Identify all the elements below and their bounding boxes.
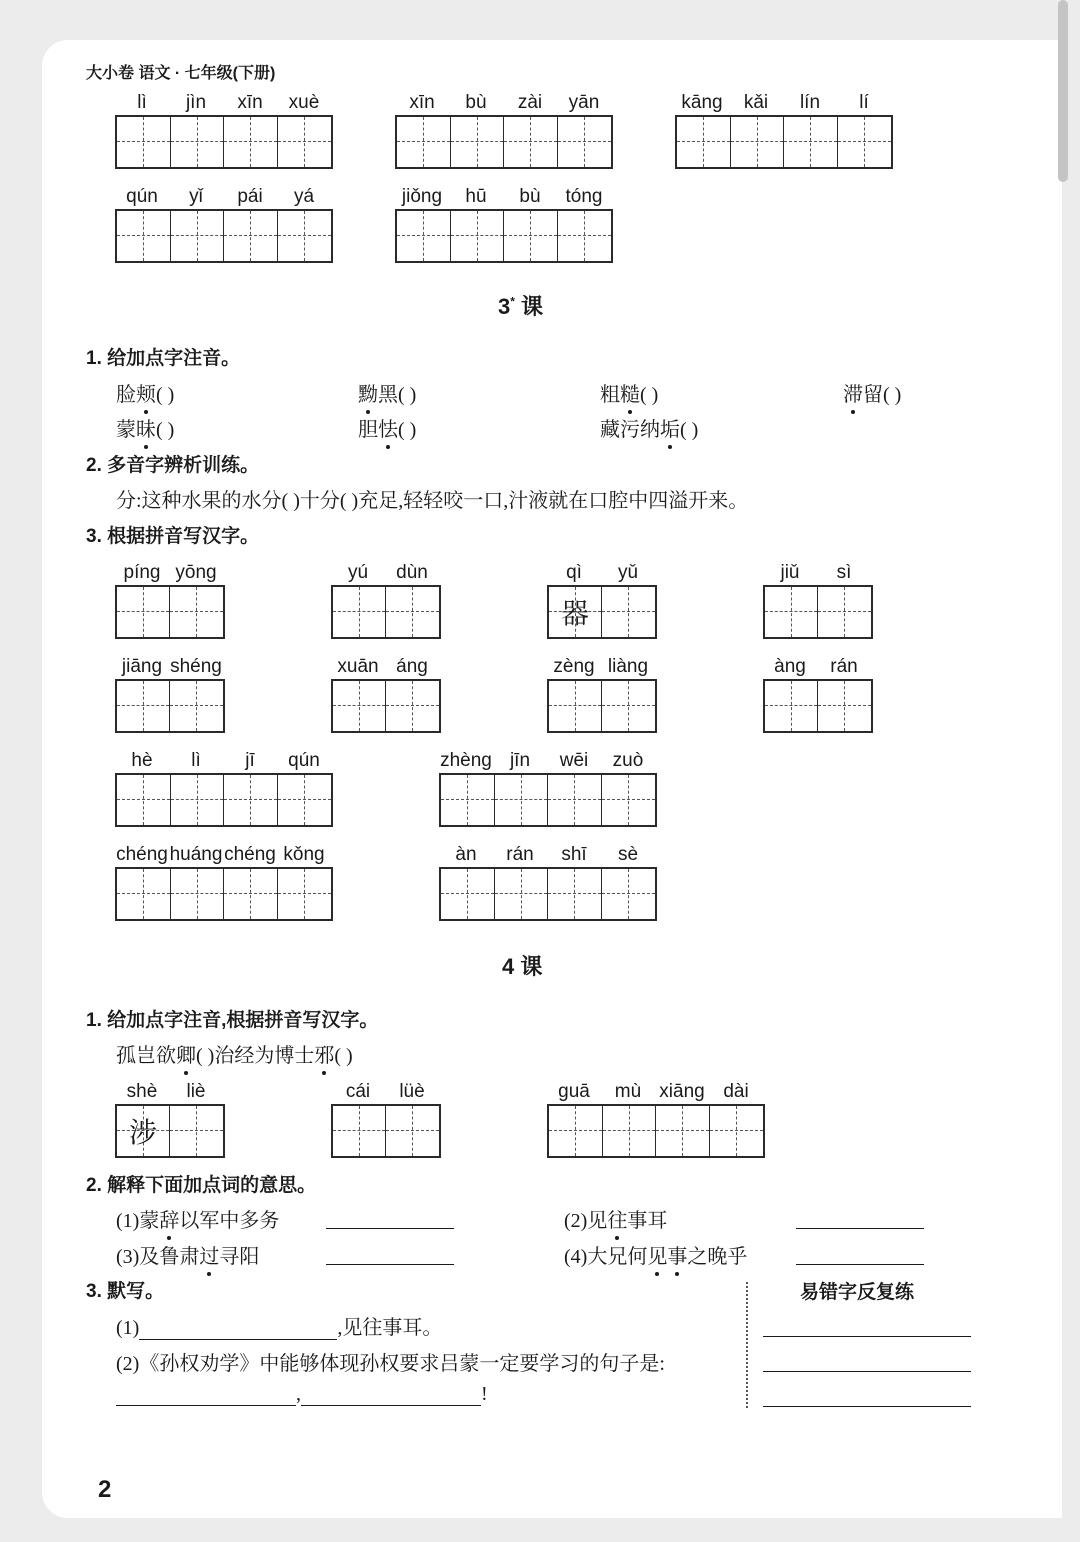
filled-character xyxy=(386,1106,439,1156)
pinyin-syllable: jìn xyxy=(185,92,207,113)
pinyin-syllable: zài xyxy=(517,92,543,113)
line-suffix: ,见往事耳。 xyxy=(337,1317,443,1339)
filled-character xyxy=(170,1106,223,1156)
pinyin-row xyxy=(331,1079,439,1103)
filled-character xyxy=(451,211,504,261)
writing-cell[interactable] xyxy=(558,117,612,167)
pinyin-row xyxy=(439,748,655,772)
pinyin-syllable: huáng xyxy=(169,844,223,865)
filled-character xyxy=(397,211,450,261)
pinyin-row xyxy=(115,184,331,208)
answer-blank[interactable] xyxy=(326,1228,454,1229)
writing-cell[interactable] xyxy=(818,587,871,637)
filled-character xyxy=(656,1106,709,1156)
writing-cell[interactable] xyxy=(278,117,332,167)
question-text: 解释下面加点词的意思。 xyxy=(107,1175,317,1196)
question-l4-q2 xyxy=(86,1170,316,1197)
word-meaning-item: (3)及鲁肃过寻阳 xyxy=(116,1240,259,1269)
filled-character xyxy=(504,211,557,261)
pinyin-syllable: áng xyxy=(396,656,428,677)
tianzige-grid xyxy=(547,585,657,639)
writing-cell[interactable] xyxy=(117,211,171,261)
scrollbar[interactable] xyxy=(1058,0,1068,182)
tianzige-grid xyxy=(115,115,333,169)
question-number: 1. xyxy=(86,1010,102,1031)
pinyin-syllable: bù xyxy=(519,186,541,207)
pinyin-syllable: jiǒng xyxy=(401,186,443,207)
writing-cell[interactable] xyxy=(224,211,278,261)
lesson-suffix: 课 xyxy=(520,954,543,979)
tianzige-grid xyxy=(763,679,873,733)
pinyin-syllable: kāng xyxy=(681,92,723,113)
pinyin-row xyxy=(115,560,223,584)
filled-character xyxy=(495,869,548,919)
pinyin-row xyxy=(395,184,611,208)
filled-character xyxy=(278,117,332,167)
dictation-line-3 xyxy=(116,1383,488,1406)
filled-character xyxy=(558,117,612,167)
tianzige-grid xyxy=(439,773,657,827)
pinyin-syllable: yǔ xyxy=(617,562,639,583)
pinyin-syllable: jīn xyxy=(509,750,531,771)
pinyin-syllable: zhèng xyxy=(440,750,492,771)
word-meaning-item: (1)蒙辞以军中多务 xyxy=(116,1204,279,1233)
writing-cell[interactable] xyxy=(224,117,278,167)
lesson-number: 4 xyxy=(502,954,515,979)
writing-cell[interactable] xyxy=(224,869,278,919)
practice-line[interactable] xyxy=(763,1406,971,1407)
filled-character xyxy=(818,587,871,637)
pinyin-row xyxy=(547,654,655,678)
separator: , xyxy=(296,1383,301,1405)
dictation-line-1 xyxy=(116,1311,442,1340)
pinyin-syllable: àn xyxy=(455,844,477,865)
writing-cell[interactable] xyxy=(171,211,225,261)
writing-cell[interactable] xyxy=(710,1106,764,1156)
word-meaning-item: (2)见往事耳 xyxy=(564,1204,667,1233)
writing-cell[interactable] xyxy=(117,775,171,825)
pinyin-syllable: xuè xyxy=(288,92,320,113)
filled-character xyxy=(548,775,601,825)
filled-character xyxy=(117,211,170,261)
pinyin-syllable: àng xyxy=(774,656,806,677)
writing-cell[interactable] xyxy=(731,117,785,167)
filled-character: 器 xyxy=(561,599,590,630)
filled-character xyxy=(603,1106,656,1156)
filled-character: 涉 xyxy=(129,1118,158,1149)
writing-cell[interactable] xyxy=(495,775,549,825)
writing-cell[interactable] xyxy=(677,117,731,167)
pinyin-syllable: yǐ xyxy=(189,186,203,207)
page-header: 大小卷 语文 · 七年级(下册) xyxy=(86,65,276,82)
polyphone-sentence[interactable]: 分:这种水果的水分( )十分( )充足,轻轻咬一口,汁液就在口腔中四溢开来。 xyxy=(116,490,749,512)
pinyin-syllable: liàng xyxy=(607,656,649,677)
pinyin-syllable: jī xyxy=(245,750,255,771)
filled-character xyxy=(224,211,277,261)
lesson-suffix: 课 xyxy=(521,294,544,319)
tianzige-grid xyxy=(331,585,441,639)
side-divider xyxy=(746,1282,748,1408)
pronunciation-item[interactable]: 粗糙( ) xyxy=(600,378,658,407)
pinyin-row xyxy=(331,654,439,678)
pinyin-row xyxy=(763,560,871,584)
tianzige-grid xyxy=(115,585,225,639)
pinyin-syllable: qì xyxy=(566,562,582,583)
filled-character xyxy=(765,681,817,731)
pinyin-syllable: chéng xyxy=(224,844,276,865)
writing-cell[interactable] xyxy=(602,681,655,731)
writing-cell[interactable] xyxy=(171,869,225,919)
answer-blank[interactable] xyxy=(116,1405,296,1406)
tianzige-grid xyxy=(115,1104,225,1158)
filled-character xyxy=(838,117,892,167)
pinyin-syllable: yōng xyxy=(175,562,217,583)
filled-character xyxy=(441,869,494,919)
filled-character xyxy=(441,775,494,825)
pinyin-syllable: tóng xyxy=(565,186,603,207)
writing-cell[interactable] xyxy=(784,117,838,167)
pronunciation-sentence[interactable]: 孤岂欲卿( )治经为博士邪( ) xyxy=(116,1039,353,1068)
tianzige-grid xyxy=(115,773,333,827)
tianzige-grid xyxy=(439,867,657,921)
writing-cell[interactable] xyxy=(278,211,332,261)
pinyin-syllable: shè xyxy=(126,1081,158,1102)
pinyin-row xyxy=(439,842,655,866)
question-l4-q1 xyxy=(86,1005,378,1032)
pinyin-row xyxy=(675,90,891,114)
filled-character xyxy=(171,775,224,825)
tianzige-grid xyxy=(547,1104,765,1158)
pinyin-row xyxy=(115,842,331,866)
pinyin-syllable: píng xyxy=(123,562,161,583)
filled-character xyxy=(170,681,223,731)
filled-character xyxy=(117,681,169,731)
writing-cell[interactable] xyxy=(171,117,225,167)
pinyin-row xyxy=(395,90,611,114)
pinyin-syllable: hū xyxy=(465,186,487,207)
writing-cell[interactable] xyxy=(549,1106,603,1156)
answer-blank[interactable] xyxy=(796,1264,924,1265)
writing-cell[interactable] xyxy=(495,869,549,919)
tianzige-grid xyxy=(115,209,333,263)
pinyin-row xyxy=(763,654,871,678)
pinyin-row xyxy=(115,90,331,114)
filled-character xyxy=(602,681,655,731)
writing-cell[interactable] xyxy=(170,587,223,637)
writing-cell[interactable] xyxy=(548,869,602,919)
writing-cell[interactable] xyxy=(548,775,602,825)
question-text: 默写。 xyxy=(107,1281,165,1302)
pinyin-syllable: rán xyxy=(830,656,858,677)
pinyin-syllable: zèng xyxy=(553,656,595,677)
pinyin-syllable: qún xyxy=(126,186,158,207)
question-number: 3. xyxy=(86,526,102,547)
filled-character xyxy=(117,869,170,919)
pinyin-syllable: bù xyxy=(465,92,487,113)
writing-cell[interactable] xyxy=(170,681,223,731)
question-l3-q3 xyxy=(86,521,259,548)
filled-character xyxy=(171,211,224,261)
writing-cell[interactable] xyxy=(451,117,505,167)
filled-character xyxy=(765,587,817,637)
writing-cell[interactable] xyxy=(397,117,451,167)
filled-character xyxy=(818,681,871,731)
writing-cell[interactable] xyxy=(333,681,386,731)
tianzige-grid xyxy=(115,679,225,733)
pronunciation-item[interactable]: 黝黑( ) xyxy=(358,378,416,407)
filled-character xyxy=(224,117,277,167)
lesson-3-title xyxy=(498,290,543,321)
writing-cell[interactable] xyxy=(224,775,278,825)
filled-character xyxy=(558,211,612,261)
filled-character xyxy=(333,587,385,637)
filled-character xyxy=(117,775,170,825)
pinyin-syllable: liè xyxy=(186,1081,206,1102)
tianzige-grid xyxy=(763,585,873,639)
writing-cell[interactable] xyxy=(558,211,612,261)
practice-line[interactable] xyxy=(763,1336,971,1337)
pinyin-row xyxy=(547,1079,763,1103)
filled-character xyxy=(171,869,224,919)
pinyin-row xyxy=(115,748,331,772)
filled-character xyxy=(171,117,224,167)
pinyin-syllable: cái xyxy=(345,1081,371,1102)
pinyin-syllable: xīn xyxy=(237,92,263,113)
pinyin-syllable: yá xyxy=(293,186,315,207)
pinyin-syllable: jiāng xyxy=(121,656,163,677)
pinyin-syllable: pái xyxy=(237,186,263,207)
filled-character xyxy=(278,211,332,261)
writing-cell[interactable] xyxy=(117,587,170,637)
tianzige-grid xyxy=(547,679,657,733)
practice-line[interactable] xyxy=(763,1371,971,1372)
filled-character xyxy=(397,117,450,167)
tianzige-grid xyxy=(115,867,333,921)
writing-cell[interactable] xyxy=(278,775,332,825)
writing-cell[interactable] xyxy=(602,869,656,919)
filled-character xyxy=(333,1106,385,1156)
pinyin-syllable: lì xyxy=(137,92,147,113)
pinyin-syllable: zuò xyxy=(612,750,644,771)
item-index: (1) xyxy=(116,1317,140,1339)
writing-cell[interactable] xyxy=(504,117,558,167)
question-text: 多音字辨析训练。 xyxy=(107,455,260,476)
question-number: 2. xyxy=(86,1175,102,1196)
pinyin-row xyxy=(115,654,223,678)
question-text: 根据拼音写汉字。 xyxy=(107,526,260,547)
filled-character xyxy=(784,117,837,167)
filled-character xyxy=(278,775,332,825)
pinyin-syllable: qún xyxy=(288,750,320,771)
question-l3-q2 xyxy=(86,450,259,477)
writing-cell[interactable] xyxy=(838,117,892,167)
writing-cell[interactable] xyxy=(171,775,225,825)
filled-character xyxy=(731,117,784,167)
pinyin-syllable: jiǔ xyxy=(780,562,800,583)
writing-cell[interactable] xyxy=(278,869,332,919)
side-practice-title: 易错字反复练 xyxy=(800,1282,915,1303)
lesson-4-title xyxy=(502,950,542,981)
pinyin-syllable: xiāng xyxy=(659,1081,705,1102)
writing-cell[interactable] xyxy=(170,1106,223,1156)
writing-cell[interactable] xyxy=(333,1106,386,1156)
filled-character xyxy=(602,869,656,919)
filled-character xyxy=(224,869,277,919)
pinyin-syllable: rán xyxy=(506,844,534,865)
pinyin-syllable: lín xyxy=(799,92,821,113)
writing-cell[interactable] xyxy=(386,681,439,731)
pronunciation-item[interactable]: 蒙昧( ) xyxy=(116,413,174,442)
pinyin-syllable: yú xyxy=(347,562,369,583)
writing-cell[interactable] xyxy=(333,587,386,637)
question-l3-q1 xyxy=(86,343,240,370)
writing-cell[interactable] xyxy=(117,869,171,919)
filled-character xyxy=(224,775,277,825)
pinyin-syllable: shéng xyxy=(170,656,222,677)
tianzige-grid xyxy=(395,115,613,169)
filled-character xyxy=(170,587,223,637)
pinyin-syllable: dài xyxy=(723,1081,749,1102)
writing-cell[interactable] xyxy=(117,681,170,731)
answer-blank[interactable] xyxy=(796,1228,924,1229)
writing-cell[interactable] xyxy=(386,1106,439,1156)
pinyin-syllable: sè xyxy=(617,844,639,865)
pinyin-syllable: lì xyxy=(191,750,201,771)
writing-cell[interactable] xyxy=(441,869,495,919)
filled-character xyxy=(386,587,439,637)
pinyin-row xyxy=(547,560,655,584)
answer-blank[interactable] xyxy=(326,1264,454,1265)
lesson-number: 3 xyxy=(498,294,511,319)
writing-cell[interactable] xyxy=(549,681,602,731)
question-text: 给加点字注音,根据拼音写汉字。 xyxy=(107,1010,379,1031)
filled-character xyxy=(117,117,170,167)
pinyin-syllable: xīn xyxy=(409,92,435,113)
writing-cell[interactable] xyxy=(765,587,818,637)
filled-character xyxy=(451,117,504,167)
writing-cell[interactable] xyxy=(397,211,451,261)
filled-character xyxy=(677,117,730,167)
pinyin-row xyxy=(331,560,439,584)
question-number: 2. xyxy=(86,455,102,476)
pronunciation-item[interactable]: 胆怯( ) xyxy=(358,413,416,442)
filled-character xyxy=(117,587,169,637)
filled-character xyxy=(602,587,655,637)
question-number: 3. xyxy=(86,1281,102,1302)
writing-cell[interactable] xyxy=(602,775,656,825)
writing-cell[interactable] xyxy=(441,775,495,825)
writing-cell[interactable] xyxy=(386,587,439,637)
writing-cell[interactable] xyxy=(549,587,602,637)
filled-character xyxy=(710,1106,764,1156)
writing-cell[interactable] xyxy=(117,1106,170,1156)
writing-cell[interactable] xyxy=(656,1106,710,1156)
pronunciation-item[interactable]: 藏污纳垢( ) xyxy=(600,413,698,442)
pinyin-row xyxy=(115,1079,223,1103)
pinyin-syllable: chéng xyxy=(116,844,168,865)
pinyin-syllable: xuān xyxy=(337,656,379,677)
pinyin-syllable: dùn xyxy=(396,562,428,583)
writing-cell[interactable] xyxy=(602,587,655,637)
pronunciation-item[interactable]: 滞留( ) xyxy=(843,378,901,407)
pronunciation-item[interactable]: 脸颊( ) xyxy=(116,378,174,407)
pinyin-syllable: yān xyxy=(568,92,600,113)
filled-character xyxy=(602,775,656,825)
word-meaning-item: (4)大兄何见事之晚乎 xyxy=(564,1240,747,1269)
question-l4-q3 xyxy=(86,1276,164,1303)
tianzige-grid xyxy=(675,115,893,169)
question-number: 1. xyxy=(86,348,102,369)
answer-blank[interactable] xyxy=(139,1339,337,1340)
writing-cell[interactable] xyxy=(451,211,505,261)
tianzige-grid xyxy=(395,209,613,263)
filled-character xyxy=(495,775,548,825)
optional-mark: * xyxy=(510,294,515,309)
question-text: 给加点字注音。 xyxy=(107,348,241,369)
filled-character xyxy=(386,681,439,731)
filled-character xyxy=(333,681,385,731)
dictation-line-2: (2)《孙权劝学》中能够体现孙权要求吕蒙一定要学习的句子是: xyxy=(116,1353,665,1375)
pinyin-syllable: shī xyxy=(561,844,587,865)
pinyin-syllable: lüè xyxy=(399,1081,425,1102)
filled-character xyxy=(549,1106,602,1156)
pinyin-syllable: kǎi xyxy=(743,92,769,113)
writing-cell[interactable] xyxy=(603,1106,657,1156)
tianzige-grid xyxy=(331,1104,441,1158)
pinyin-syllable: mù xyxy=(614,1081,642,1102)
pinyin-syllable: sì xyxy=(836,562,852,583)
tianzige-grid xyxy=(331,679,441,733)
line-end: ! xyxy=(481,1383,488,1405)
filled-character xyxy=(548,869,601,919)
filled-character xyxy=(278,869,332,919)
pinyin-syllable: wēi xyxy=(559,750,589,771)
page-number: 2 xyxy=(98,1476,112,1503)
answer-blank[interactable] xyxy=(301,1405,481,1406)
pinyin-syllable: lí xyxy=(859,92,869,113)
writing-cell[interactable] xyxy=(117,117,171,167)
filled-character xyxy=(549,681,601,731)
pinyin-syllable: hè xyxy=(131,750,153,771)
writing-cell[interactable] xyxy=(818,681,871,731)
filled-character xyxy=(504,117,557,167)
writing-cell[interactable] xyxy=(765,681,818,731)
pinyin-syllable: kǒng xyxy=(283,844,325,865)
pinyin-syllable: guā xyxy=(558,1081,590,1102)
writing-cell[interactable] xyxy=(504,211,558,261)
